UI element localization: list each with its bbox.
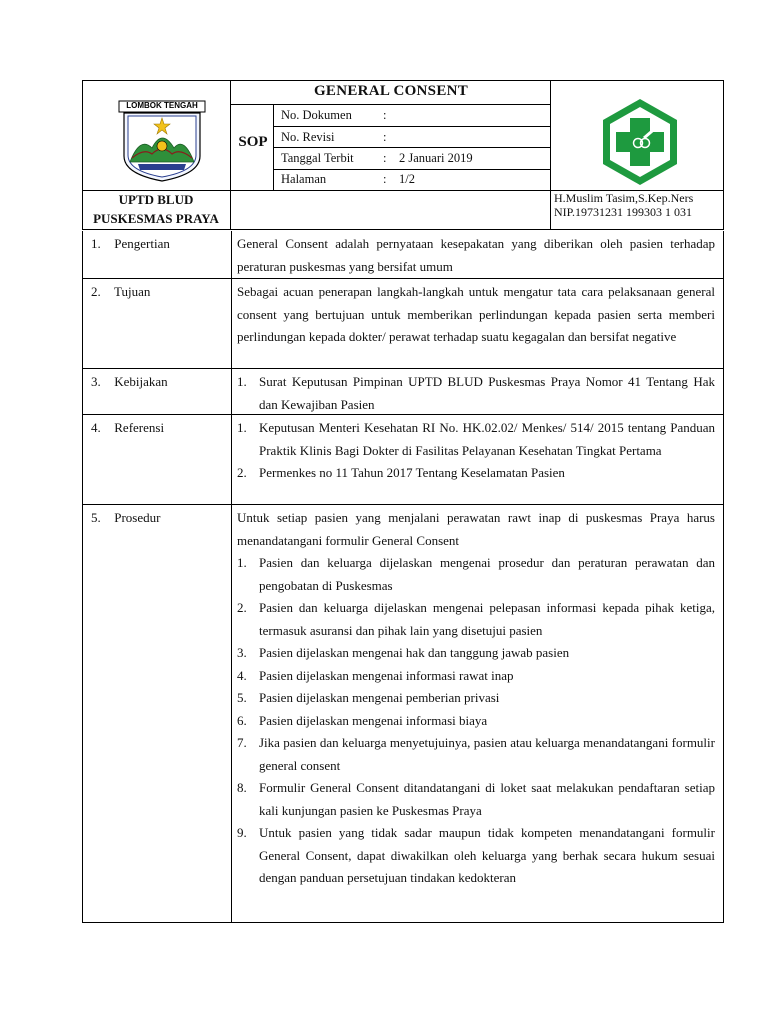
list-item-number: 5. [237, 690, 247, 705]
section-title: Pengertian [114, 236, 170, 251]
section-number: 2. [91, 284, 101, 299]
meta-separator: : [383, 108, 387, 122]
list-item-number: 4. [237, 667, 247, 683]
section-label [83, 369, 232, 414]
meta-value: 1/2 [399, 172, 415, 186]
list-item-number: 9. [237, 825, 247, 840]
section-label [83, 415, 232, 504]
section-row-prosedur [82, 505, 724, 923]
section-paragraph: General Consent adalah pernyataan kesepakatan yang diberikan oleh pasien terhadap peraturan puskesmas yang bersifat umum [237, 236, 715, 274]
sop-header [82, 80, 724, 230]
list-item-number: 1. [237, 420, 247, 435]
header-divider [230, 104, 550, 105]
regency-label: LOMBOK TENGAH [126, 101, 198, 110]
section-content [232, 415, 723, 504]
section-title: Prosedur [114, 510, 161, 525]
list-item [237, 732, 715, 777]
list-item-text: Pasien dan keluarga dijelaskan mengenai pelepasan informasi kepada pihak ketiga, termasuk asuransi dan pihak lain yang disetujui pasien [259, 600, 715, 638]
sop-sections-table [82, 231, 724, 923]
list-item-text: Untuk pasien yang tidak sadar maupun tidak kompeten menandatangani formulir General Consent, dapat diwakilkan oleh keluarga yang berhak secara hukum sesuai dengan panduan persetujuan tindakan kedokteran [259, 825, 715, 885]
section-row-pengertian [82, 231, 724, 279]
list-item [237, 822, 715, 890]
section-label [83, 505, 232, 922]
list-item-number: 1. [237, 374, 247, 389]
puskesmas-logo [594, 96, 686, 188]
puskesmas-cross-icon [594, 96, 686, 188]
section-number: 1. [91, 236, 101, 251]
list-item-text: Pasien dijelaskan mengenai pemberian privasi [259, 690, 500, 705]
header-divider [230, 80, 231, 230]
list-item [237, 462, 715, 485]
list-item [237, 552, 715, 597]
list-item-number: 2. [237, 465, 247, 480]
sop-label: SOP [238, 134, 268, 150]
section-row-tujuan [82, 279, 724, 369]
meta-label: Halaman [281, 172, 327, 186]
list-item-text: Formulir General Consent ditandatangani di loket saat melakukan pendaftaran setiap kali kunjungan pasien ke Puskesmas Praya [259, 780, 715, 818]
organization-name [82, 190, 230, 228]
list-item-text: Jika pasien dan keluarga menyetujuinya, pasien atau keluarga menandatangani formulir general consent [259, 735, 715, 773]
procedure-list [237, 552, 715, 890]
list-item [237, 642, 715, 665]
meta-value: 2 Januari 2019 [399, 151, 473, 165]
header-divider [550, 80, 551, 230]
org-name-line1: UPTD BLUD [118, 192, 194, 207]
section-title: Tujuan [114, 284, 151, 299]
list-item [237, 710, 715, 733]
section-row-referensi [82, 415, 724, 505]
meta-separator: : [383, 151, 387, 165]
section-label [83, 279, 232, 368]
list-item-number: 8. [237, 780, 247, 795]
list-item-text: Pasien dijelaskan mengenai informasi biaya [259, 712, 488, 728]
section-paragraph: Untuk setiap pasien yang menjalani perawatan rawt inap di puskesmas Praya harus menandatangani formulir General Consent [237, 510, 715, 548]
regency-shield-icon [118, 100, 206, 182]
section-content [232, 369, 723, 414]
list-item-text: Pasien dijelaskan mengenai hak dan tanggung jawab pasien [259, 645, 570, 660]
list-item [237, 597, 715, 642]
list-item-number: 3. [237, 645, 247, 660]
section-content [232, 231, 723, 278]
section-number: 4. [91, 420, 101, 435]
policy-list [237, 371, 715, 416]
list-item [237, 665, 715, 688]
section-content [232, 279, 723, 368]
list-item-number: 7. [237, 735, 247, 750]
section-title: Kebijakan [114, 374, 168, 389]
meta-label: No. Dokumen [281, 108, 352, 122]
list-item-text: Surat Keputusan Pimpinan UPTD BLUD Puskesmas Praya Nomor 41 Tentang Hak dan Kewajiban Pasien [259, 374, 715, 412]
signer-nip: NIP.19731231 199303 1 031 [554, 205, 693, 219]
section-paragraph: Sebagai acuan penerapan langkah-langkah untuk mengatur tata cara pelaksanaan general consent yang bertujuan untuk memberikan perlindungan kepada pasien serta memberi perlindungan kepada dokter/ perawat terhadap suatu kegagalan dan bersifat negative [237, 284, 715, 344]
meta-label: No. Revisi [281, 130, 335, 144]
list-item-number: 2. [237, 600, 247, 615]
meta-separator: : [383, 172, 387, 186]
list-item-number: 1. [237, 555, 247, 570]
section-content [232, 505, 723, 922]
list-item-text: Pasien dan keluarga dijelaskan mengenai prosedur dan peraturan perawatan dan pengobatan di Puskesmas [259, 555, 715, 593]
list-item-number: 6. [237, 712, 247, 728]
list-item [237, 417, 715, 462]
signer-name: H.Muslim Tasim,S.Kep.Ners [554, 191, 694, 205]
list-item-text: Permenkes no 11 Tahun 2017 Tentang Keselamatan Pasien [259, 465, 565, 480]
section-label [83, 231, 232, 278]
list-item [237, 777, 715, 822]
list-item-text: Pasien dijelaskan mengenai informasi rawat inap [259, 667, 514, 683]
reference-list [237, 417, 715, 485]
lombok-tengah-emblem [118, 100, 206, 182]
section-number: 3. [91, 374, 101, 389]
meta-separator: : [383, 130, 387, 144]
meta-label: Tanggal Terbit [281, 151, 354, 165]
section-number: 5. [91, 510, 101, 525]
list-item-text: Keputusan Menteri Kesehatan RI No. HK.02.02/ Menkes/ 514/ 2015 tentang Panduan Praktik Klinis Bagi Dokter di Fasilitas Pelayanan Kesehatan Tingkat Pertama [259, 420, 715, 458]
section-title: Referensi [114, 420, 165, 435]
section-row-kebijakan [82, 369, 724, 415]
list-item [237, 687, 715, 710]
list-item [237, 371, 715, 416]
document-title: GENERAL CONSENT [313, 83, 469, 99]
org-name-line2: PUSKESMAS PRAYA [93, 211, 219, 226]
